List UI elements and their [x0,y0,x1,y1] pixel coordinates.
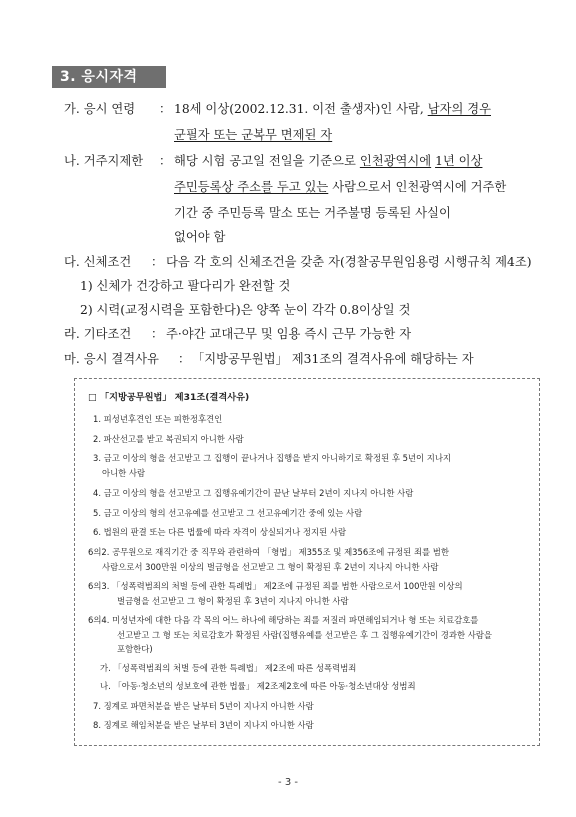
body-sub-2: 2) 시력(교정시력을 포함한다)은 양쪽 눈이 각각 0.8이상일 것 [80,303,411,317]
body-text: 다음 각 호의 신체조건을 갖춘 자(경찰공무원임용령 시행규칙 제4조) [166,255,532,269]
other-text: 주·야간 교대근무 및 임용 즉시 근무 가능한 자 [166,327,412,341]
residence-t1a: 해당 시험 공고일 전일을 기준으로 [174,154,360,168]
residence-label: 나. 거주지제한 [64,154,144,168]
box-item-7: 7. 징계로 파면처분을 받은 날부터 5년이 지나지 아니한 사람 [93,701,314,711]
box-item-6-4-ga: 가. 「성폭력범죄의 처벌 등에 관한 특례법」 제2조에 따른 성폭력범죄 [100,663,357,673]
age-row [64,100,135,118]
age-text-underlined: 남자의 경우 [427,102,491,116]
body-sep: ： [151,255,164,269]
box-item-3-cont: 아니한 사람 [102,468,146,478]
section-title: 3. 응시자격 [52,66,166,88]
residence-text-2 [174,178,506,196]
age-text2-underlined: 군필자 또는 군복무 면제된 자 [174,128,333,142]
box-item-6-2-cont: 사람으로서 300만원 이상의 벌금형을 선고받고 그 형이 확정된 후 2년이 지나지 아니한 사람 [102,562,439,572]
box-item-6-4-na: 나. 「아동·청소년의 성보호에 관한 법률」 제2조제2호에 따른 아동·청소년대상 성범죄 [100,681,416,691]
box-item-1: 1. 피성년후견인 또는 피한정후견인 [93,414,223,424]
age-label: 가. 응시 연령 [64,102,136,116]
residence-t1b: 인천광역시에 [359,154,432,168]
residence-text-1 [174,152,482,170]
box-title: □ 「지방공무원법」 제31조(결격사유) [88,392,250,403]
box-item-6-4-cont-2: 포함한다) [117,644,153,654]
box-item-6-4-cont-1: 선고받고 그 형 또는 치료감호가 확정된 사람(집행유예를 선고받은 후 그 집행유예기간이 경과한 사람을 [117,630,493,640]
other-sep: ： [151,327,164,341]
box-item-6-2: 6의2. 공무원으로 재직기간 중 직무와 관련하여 「형법」 제355조 및 제356조에 규정된 죄를 범한 [88,547,449,557]
residence-t1d: 1년 이상 [435,154,483,168]
age-text-cont [174,126,332,144]
residence-text-3: 기간 중 주민등록 말소 또는 거주불명 등록된 사실이 [174,206,451,220]
box-item-3: 3. 금고 이상의 형을 선고받고 그 집행이 끝나거나 집행을 받지 아니하기로 확정된 후 5년이 지나지 [93,453,452,463]
box-item-4: 4. 금고 이상의 형을 선고받고 그 집행유예기간이 끝난 날부터 2년이 지나지 아니한 사람 [93,488,414,498]
box-item-8: 8. 징계로 해임처분을 받은 날부터 3년이 지나지 아니한 사람 [93,720,314,730]
body-sub-1: 1) 신체가 건강하고 팔다리가 완전할 것 [80,279,291,293]
body-label: 다. 신체조건 [64,255,132,269]
box-item-6: 6. 법원의 판결 또는 다른 법률에 따라 자격이 상실되거나 정지된 사람 [93,527,347,537]
box-item-6-4: 6의4. 미성년자에 대한 다음 각 목의 어느 하나에 해당하는 죄를 저질러 파면해임되거나 형 또는 치료감호를 [88,615,479,625]
residence-t2b: 사람으로서 인천광역시에 거주한 [328,180,507,194]
residence-text-4: 없어야 함 [174,230,226,244]
box-item-5: 5. 금고 이상의 형의 선고유예를 선고받고 그 선고유예기간 중에 있는 사람 [93,508,363,518]
disq-label: 마. 응시 결격사유 [64,352,159,366]
box-item-6-3-cont: 벌금형을 선고받고 그 형이 확정된 후 3년이 지나지 아니한 사람 [117,596,349,606]
age-text [174,100,491,118]
box-item-6-3: 6의3. 「성폭력범죄의 처벌 등에 관한 특례법」 제2조에 규정된 죄를 범한 사람으로서 100만원 이상의 [88,581,463,591]
age-text-plain: 18세 이상(2002.12.31. 이전 출생자)인 사람, [174,102,428,116]
disq-sep: ： [178,352,191,366]
residence-t2a: 주민등록상 주소를 두고 있는 [174,180,329,194]
residence-sep: ： [159,154,172,168]
other-label: 라. 기타조건 [64,327,132,341]
page-number: - 3 - [278,777,298,788]
box-item-2: 2. 파산선고를 받고 복권되지 아니한 사람 [93,434,244,444]
age-sep: ： [159,102,172,116]
disq-text: 「지방공무원법」 제31조의 결격사유에 해당하는 자 [192,352,474,366]
